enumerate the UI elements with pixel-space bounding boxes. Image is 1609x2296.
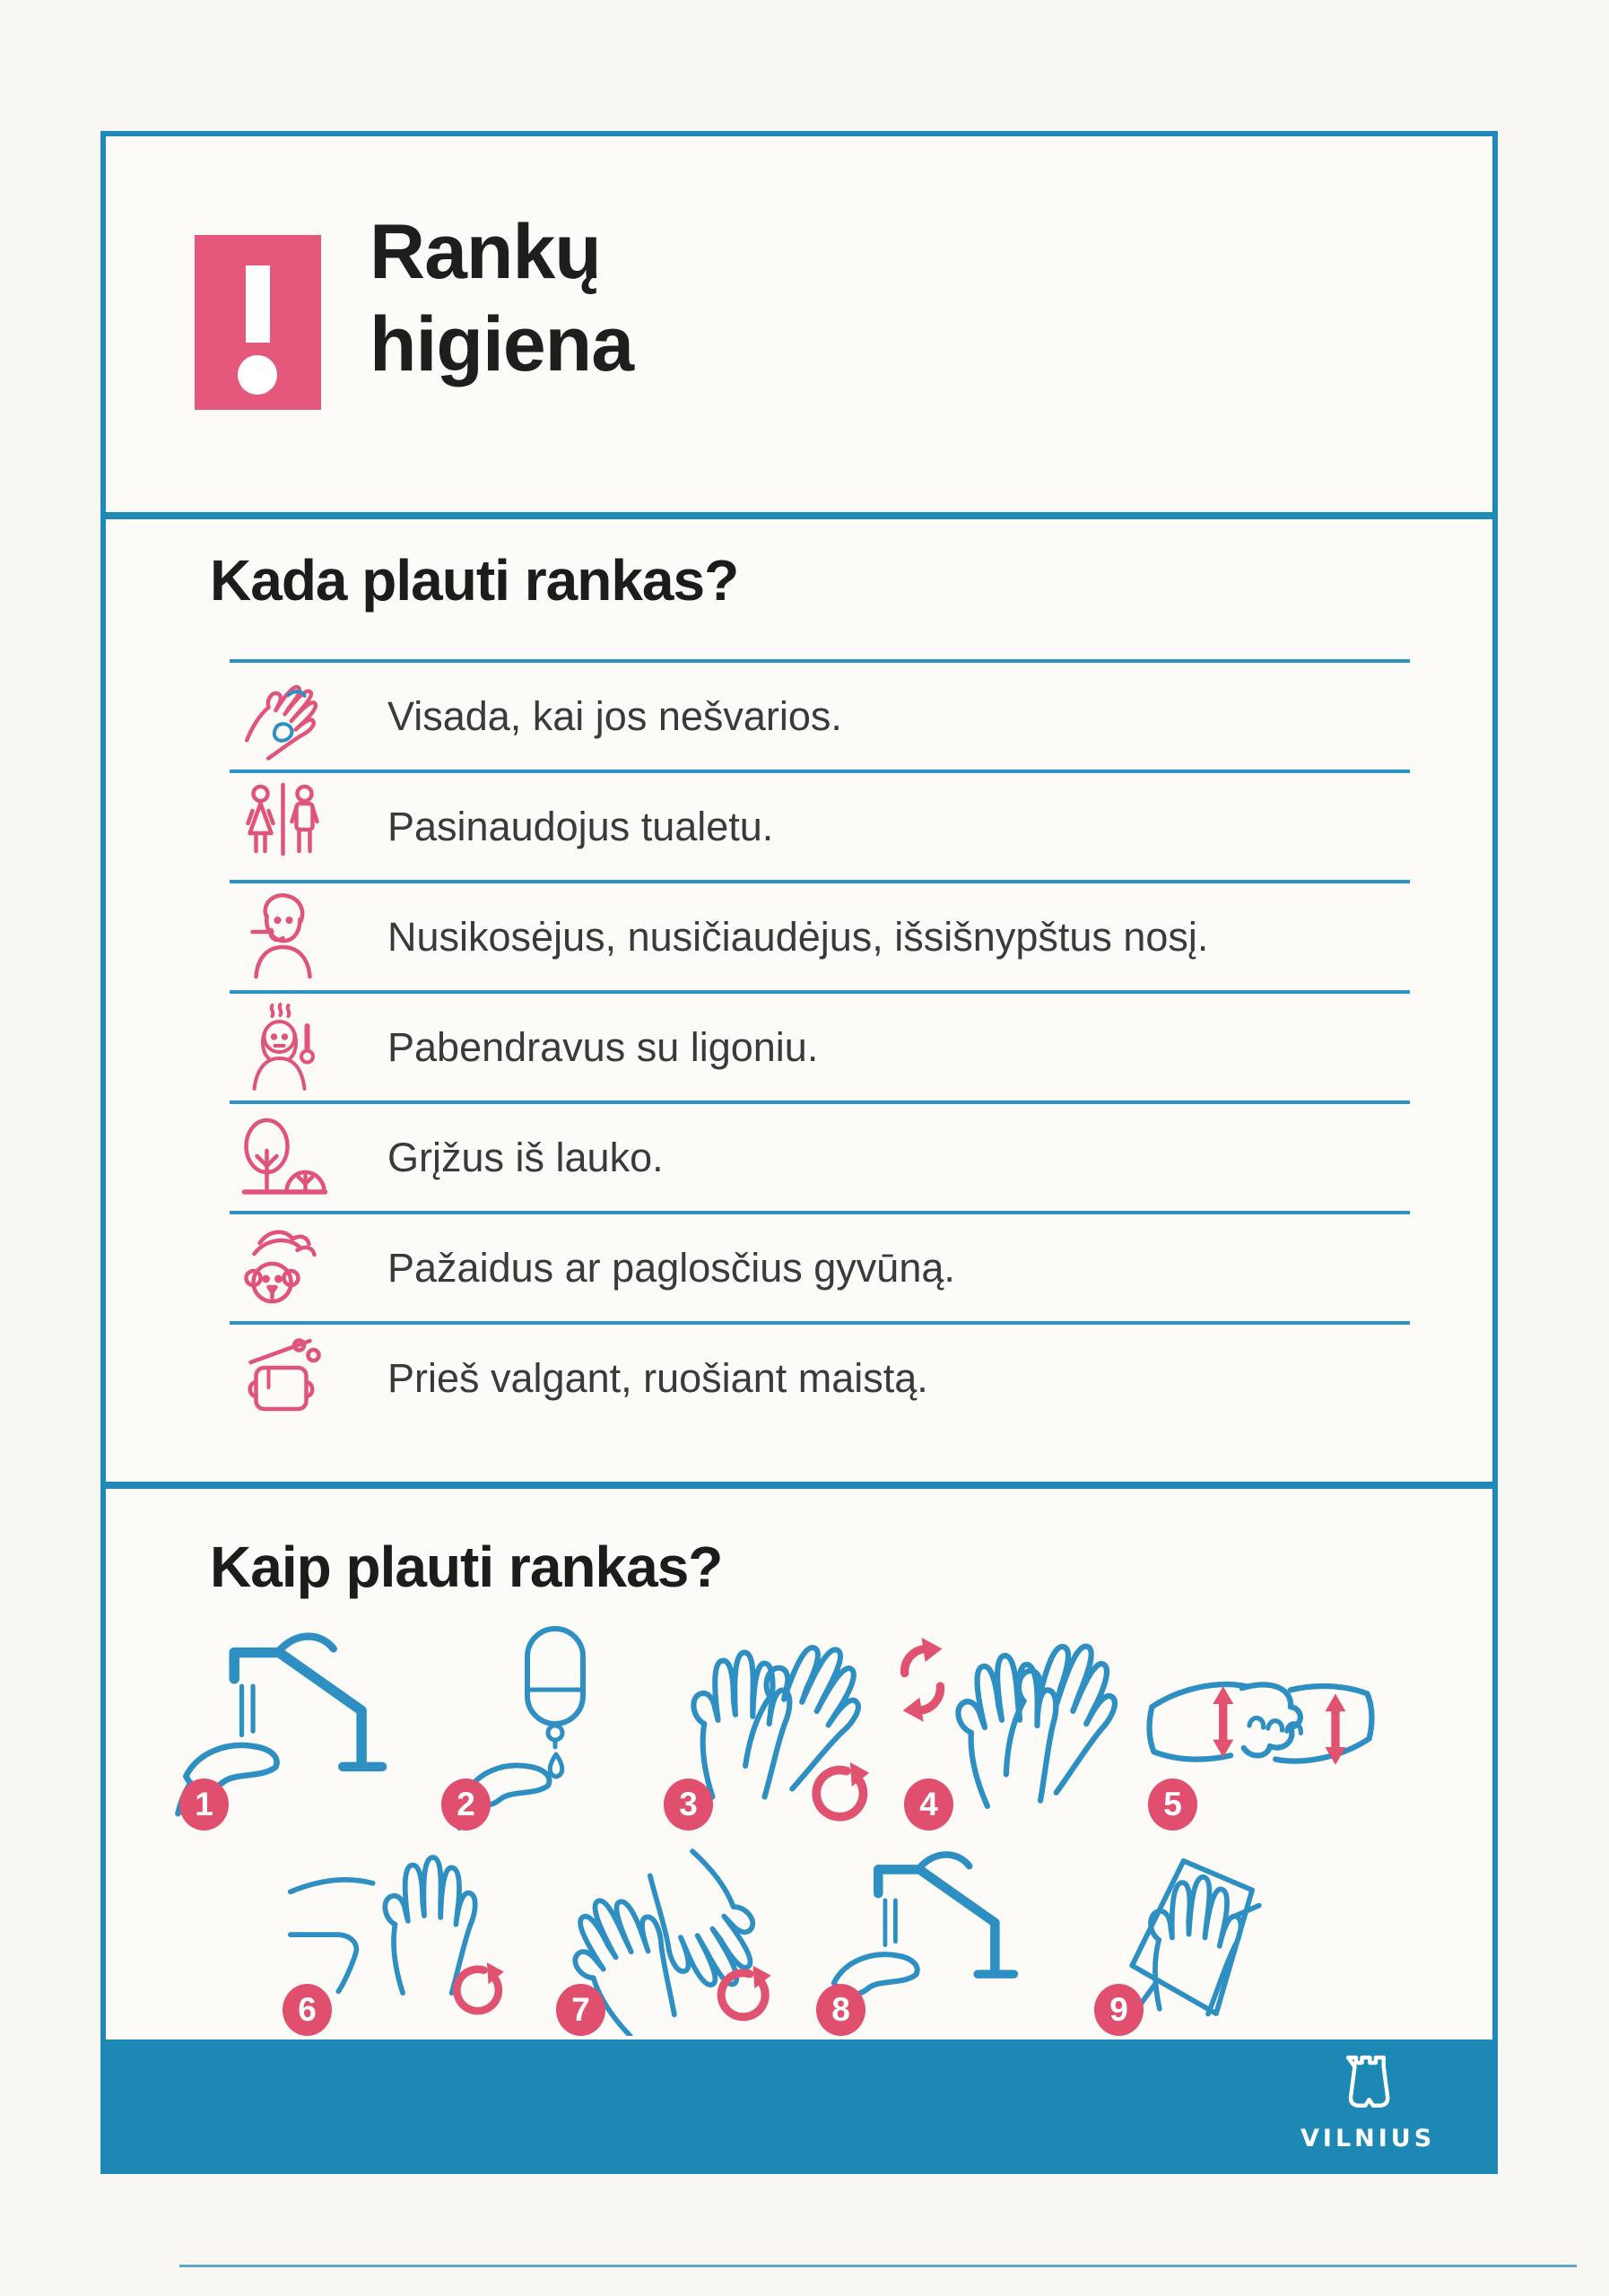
footer-band <box>100 2039 1498 2174</box>
list-item-label: Prieš valgant, ruošiant maistą. <box>387 1354 928 1401</box>
page-bottom-rule <box>179 2265 1577 2267</box>
list-item <box>230 990 1410 1100</box>
step-number-badge: 2 <box>441 1779 491 1831</box>
step-number-badge: 6 <box>283 1984 332 2036</box>
poster-title-line1: Rankų <box>370 209 601 295</box>
wash-step <box>644 1619 882 1834</box>
wash-step <box>422 1619 655 1834</box>
wash-step <box>263 1839 527 2036</box>
wash-step <box>884 1619 1131 1834</box>
poster-title <box>370 206 633 391</box>
dirty-hands-icon <box>231 670 337 763</box>
coughing-person-icon <box>231 891 337 984</box>
brand-name: VILNIUS <box>1300 2125 1436 2152</box>
step-number-badge: 3 <box>664 1779 713 1831</box>
hand-hygiene-poster <box>100 131 1498 2174</box>
list-item <box>230 1100 1410 1211</box>
list-item <box>230 880 1410 990</box>
poster-title-line2: higiena <box>370 301 634 388</box>
wash-step <box>1074 1839 1317 2036</box>
exclamation-icon <box>195 235 321 410</box>
list-item-label: Visada, kai jos nešvarios. <box>387 692 842 739</box>
trees-icon <box>231 1111 337 1205</box>
list-item-label: Grįžus iš lauko. <box>387 1134 664 1180</box>
vilnius-logo <box>1300 2047 1436 2152</box>
step-number-badge: 5 <box>1148 1779 1197 1831</box>
list-item <box>230 1211 1410 1321</box>
when-list <box>230 659 1410 1431</box>
wash-step <box>160 1619 429 1834</box>
list-item-label: Pažaidus ar paglosčius gyvūną. <box>387 1244 955 1291</box>
wash-step <box>1128 1619 1393 1834</box>
wc-toilet-icon <box>231 780 337 874</box>
step-number-badge: 7 <box>556 1984 605 2036</box>
wash-step <box>796 1839 1070 2036</box>
step-number-badge: 1 <box>179 1779 229 1831</box>
step-number-badge: 9 <box>1094 1984 1144 2036</box>
list-item <box>230 659 1410 770</box>
gediminas-tower-icon <box>1334 2047 1393 2118</box>
list-item <box>230 1321 1410 1431</box>
how-section-heading: Kaip plauti rankas? <box>210 1535 723 1599</box>
petting-animal-icon <box>231 1222 337 1315</box>
list-item <box>230 770 1410 880</box>
when-section-heading: Kada plauti rankas? <box>210 548 739 613</box>
section-divider <box>100 1482 1498 1489</box>
sick-person-icon <box>231 1001 337 1094</box>
list-item-label: Pabendravus su ligoniu. <box>387 1023 819 1070</box>
step-number-badge: 4 <box>904 1779 953 1831</box>
list-item-label: Pasinaudojus tualetu. <box>387 803 774 849</box>
cooking-pot-icon <box>231 1332 337 1425</box>
header-divider <box>100 512 1498 519</box>
step-number-badge: 8 <box>816 1984 865 2036</box>
list-item-label: Nusikosėjus, nusičiaudėjus, išsišnypštus nosį. <box>387 913 1209 960</box>
wash-step <box>536 1839 792 2036</box>
